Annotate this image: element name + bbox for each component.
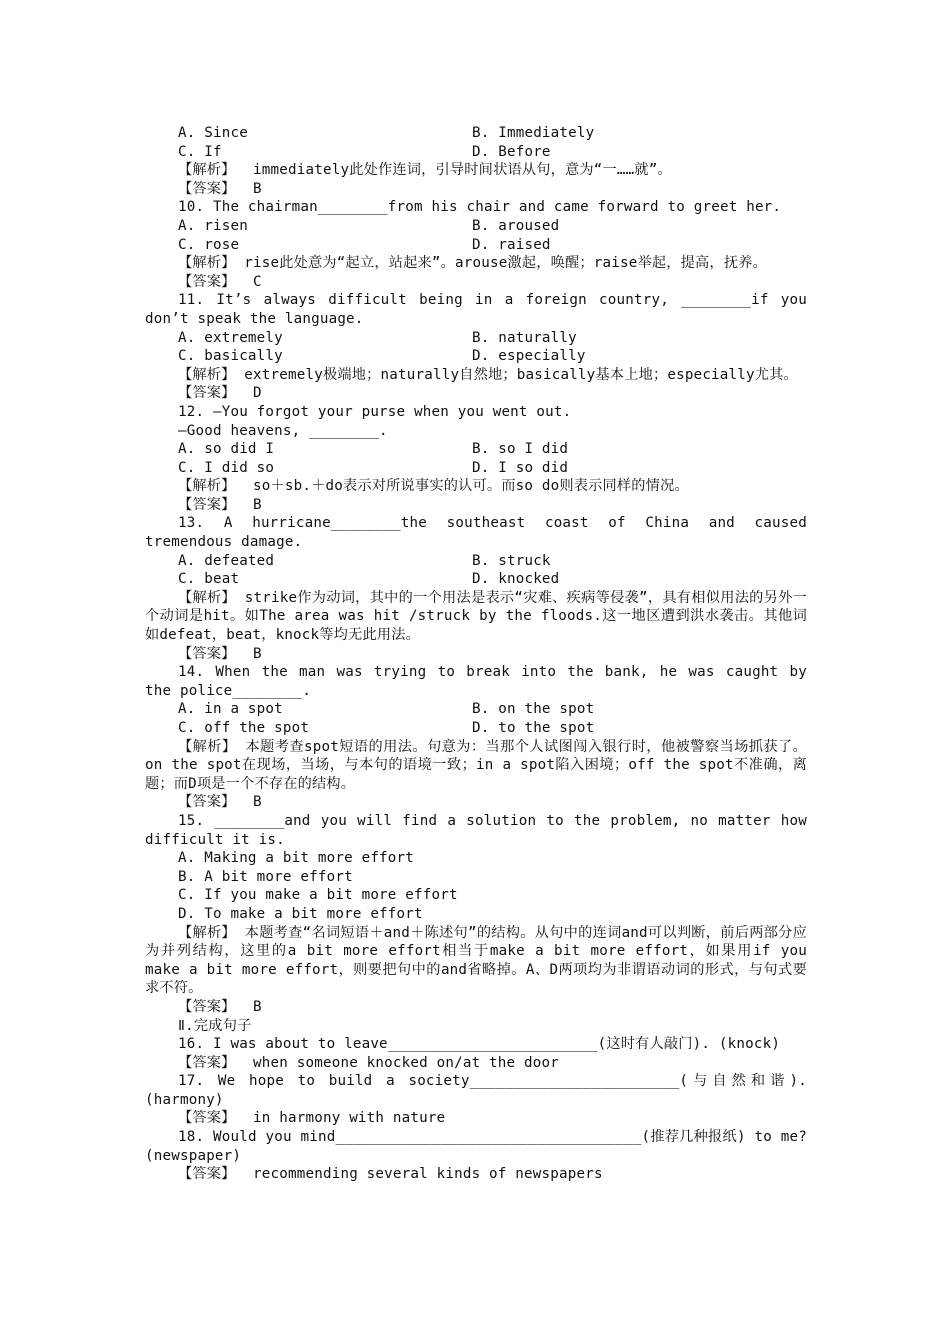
q9-option-c: C. If bbox=[178, 143, 222, 160]
q15-option-a: A. Making a bit more effort bbox=[178, 850, 415, 867]
q10-option-b: B. aroused bbox=[472, 217, 560, 234]
q15-answer: 【答案】 B bbox=[178, 998, 262, 1015]
q13-options-row1 bbox=[145, 552, 807, 571]
q9-option-d: D. Before bbox=[472, 143, 551, 160]
q15-option-c: C. If you make a bit more effort bbox=[178, 887, 458, 904]
q16-stem: 16. I was about to leave________________________(这时有人敲门). (knock) bbox=[178, 1036, 781, 1053]
q12-option-c: C. I did so bbox=[178, 459, 275, 476]
q13-answer: 【答案】 B bbox=[178, 645, 262, 662]
q14-option-d: D. to the spot bbox=[472, 720, 595, 736]
q9-option-a: A. Since bbox=[178, 125, 248, 141]
q13-option-a: A. defeated bbox=[178, 552, 275, 569]
q13-stem: 13. A hurricane________the southeast coast of China and caused tremendous damage. bbox=[145, 515, 807, 551]
q9-answer: 【答案】 B bbox=[178, 180, 262, 197]
q14-option-c: C. off the spot bbox=[178, 720, 310, 736]
q12-analysis: 【解析】 so＋sb.＋do表示对所说事实的认可。而so do则表示同样的情况。 bbox=[178, 478, 689, 495]
q11-option-a: A. extremely bbox=[178, 329, 283, 346]
q17-stem: 17. We hope to build a society________________________(与自然和谐). (harmony) bbox=[145, 1073, 807, 1108]
q17-answer: 【答案】 in harmony with nature bbox=[178, 1110, 446, 1127]
q14-analysis: 【解析】 本题考查spot短语的用法。句意为：当那个人试图闯入银行时，他被警察当场抓获了。on the spot在现场，当场，与本句的语境一致；in a spot陷入困境；off the spot不准确，离题；而D项是一个不存在的结构。 bbox=[145, 738, 807, 792]
q9-analysis: 【解析】 immediately此处作连词，引导时间状语从句，意为“一……就”。 bbox=[178, 162, 672, 179]
q12-stem-reply: —Good heavens, ________. bbox=[178, 422, 388, 439]
q10-analysis: 【解析】 rise此处意为“起立，站起来”。arouse激起，唤醒；raise举起，提高，抚养。 bbox=[178, 255, 767, 272]
q12-option-d: D. I so did bbox=[472, 459, 569, 476]
q12-stem: 12. —You forgot your purse when you went out. bbox=[178, 403, 572, 420]
q11-options-row2 bbox=[145, 347, 807, 366]
q11-option-c: C. basically bbox=[178, 348, 283, 365]
q15-stem: 15. ________and you will find a solution to the problem, no matter how difficult it is. bbox=[145, 812, 807, 848]
q15-analysis: 【解析】 本题考查“名词短语＋and＋陈述句”的结构。从句中的连词and可以判断，前后两部分应为并列结构，这里的a bit more effort相当于make a bit more effort，如果用if you make a bit more effort，则要把句中的and省略掉。A、D两项均为非谓语动词的形式，与句式要求不符。 bbox=[145, 924, 807, 997]
q11-option-d: D. especially bbox=[472, 348, 586, 365]
q12-answer: 【答案】 B bbox=[178, 496, 262, 513]
q13-option-b: B. struck bbox=[472, 552, 551, 569]
q10-stem: 10. The chairman________from his chair and came forward to greet her. bbox=[178, 199, 782, 216]
q14-options-row1 bbox=[145, 700, 807, 719]
q13-options-row2 bbox=[145, 570, 807, 589]
q18-stem: 18. Would you mind___________________________________(推荐几种报纸) to me? (newspaper) bbox=[145, 1129, 807, 1164]
q10-option-d: D. raised bbox=[472, 236, 551, 253]
q11-stem: 11. It’s always difficult being in a foreign country, ________if you don’t speak the language. bbox=[145, 292, 807, 327]
q14-option-b: B. on the spot bbox=[472, 701, 595, 718]
q14-options-row2 bbox=[145, 719, 807, 738]
q12-option-b: B. so I did bbox=[472, 441, 569, 458]
q11-analysis: 【解析】 extremely极端地；naturally自然地；basically基本上地；especially尤其。 bbox=[178, 366, 798, 383]
q16-answer: 【答案】 when someone knocked on/at the door bbox=[178, 1054, 559, 1071]
q15-option-b: B. A bit more effort bbox=[178, 868, 353, 885]
q10-options-row2 bbox=[145, 236, 807, 255]
q14-option-a: A. in a spot bbox=[178, 701, 283, 718]
q12-option-a: A. so did I bbox=[178, 441, 275, 458]
q10-options-row1 bbox=[145, 217, 807, 236]
q11-options-row1 bbox=[145, 329, 807, 348]
q9-option-b: B. Immediately bbox=[472, 125, 595, 141]
q18-answer: 【答案】 recommending several kinds of newspapers bbox=[178, 1166, 603, 1183]
q11-option-b: B. naturally bbox=[472, 329, 577, 346]
q13-analysis: 【解析】 strike作为动词，其中的一个用法是表示“灾难、疾病等侵袭”，具有相似用法的另外一个动词是hit。如The area was hit /struck by the floods.这一地区遭到洪水袭击。其他词如defeat，beat，knock等均无此用法。 bbox=[145, 589, 807, 644]
q10-option-a: A. risen bbox=[178, 217, 248, 234]
q9-options-row2 bbox=[145, 143, 807, 162]
q14-stem: 14. When the man was trying to break into the bank, he was caught by the police________. bbox=[145, 664, 807, 699]
exercise-content bbox=[145, 124, 807, 1184]
q13-option-d: D. knocked bbox=[472, 571, 560, 588]
q10-option-c: C. rose bbox=[178, 236, 240, 253]
q12-options-row1 bbox=[145, 440, 807, 459]
q9-options-row1 bbox=[145, 124, 807, 143]
section-heading: Ⅱ.完成句子 bbox=[178, 1017, 252, 1034]
q15-option-d: D. To make a bit more effort bbox=[178, 905, 423, 922]
q12-options-row2 bbox=[145, 459, 807, 478]
q14-answer: 【答案】 B bbox=[178, 794, 262, 811]
q10-answer: 【答案】 C bbox=[178, 273, 262, 290]
q13-option-c: C. beat bbox=[178, 571, 240, 588]
q11-answer: 【答案】 D bbox=[178, 385, 262, 402]
